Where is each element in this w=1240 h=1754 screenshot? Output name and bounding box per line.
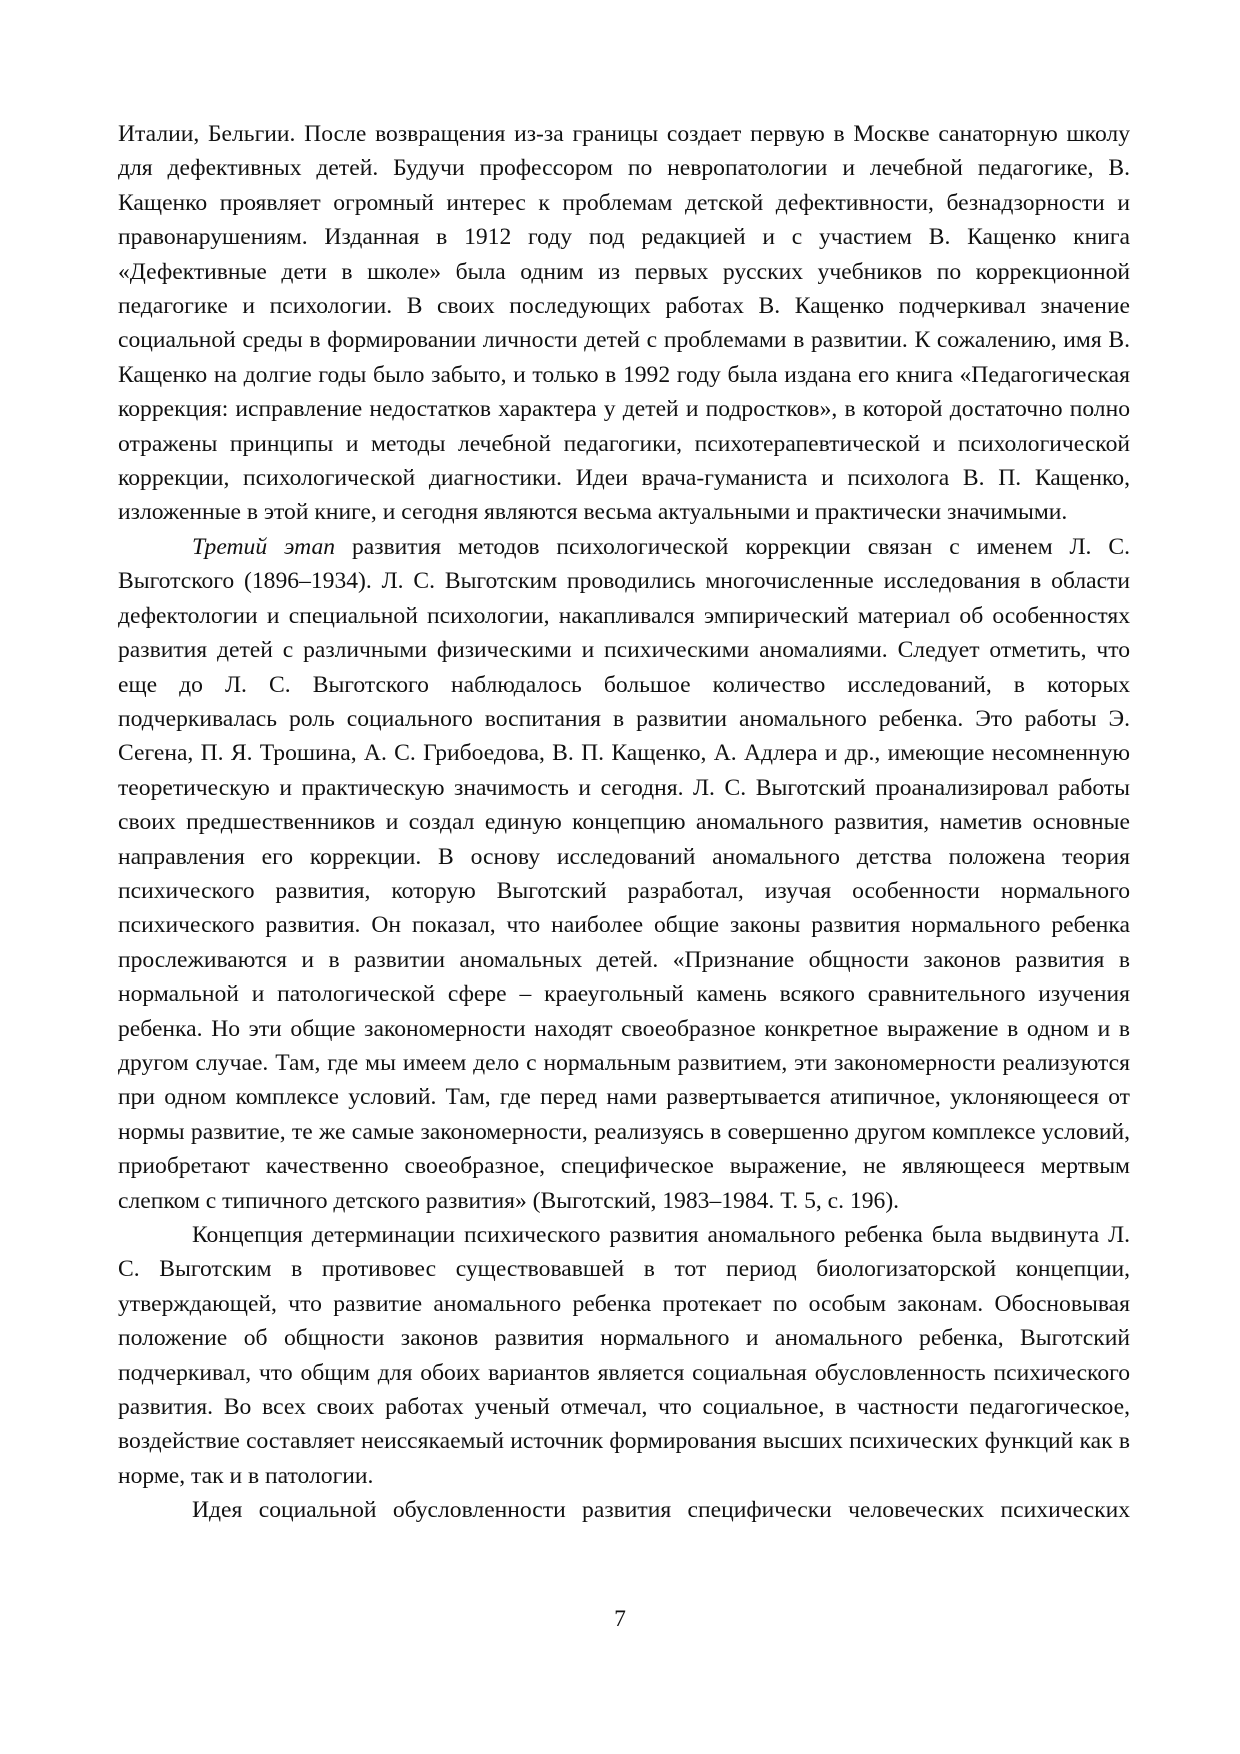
paragraph-1: Италии, Бельгии. После возвращения из-за границы создает первую в Москве санаторную школу для дефективных детей. Будучи профессором по невропатологии и лечебной педагогике, В. Кащенко проявляет огромный интерес к проблемам детской дефективности, безнадзорности и правонарушениям. Изданная в 1912 году под редакцией и с участием В. Кащенко книга «Дефективные дети в школе» была одним из первых русских учебников по коррекционной педагогике и психологии. В своих последующих работах В. Кащенко подчеркивал значение социальной среды в формировании личности детей с проблемами в развитии. К сожалению, имя В. Кащенко на долгие годы было забыто, и только в 1992 году была издана его книга «Педагогическая коррекция: исправление недостатков характера у детей и подростков», в которой достаточно полно отражены принципы и методы лечебной педагогики, психотерапевтической и психологической коррекции, психологической диагностики. Идеи врача-гуманиста и психолога В. П. Кащенко, изложенные в этой книге, и сегодня являются весьма актуальными и практически значимыми. [118, 121, 1130, 526]
paragraph-2-text: развития методов психологической коррекции связан с именем Л. С. Выготского (1896–1934). Л. С. Выготским проводились многочисленные исследования в области дефектологии и специальной психологии, накапливался эмпирический материал об особенностях развития детей с различными физическими и психическими аномалиями. Следует отметить, что еще до Л. С. Выготского наблюдалось большое количество исследований, в которых подчеркивалась роль социального воспитания в развитии аномального ребенка. Это работы Э. Сегена, П. Я. Трошина, А. С. Грибоедова, В. П. Кащенко, А. Адлера и др., имеющие несомненную теоретическую и практическую значимость и сегодня. Л. С. Выготский проанализировал работы своих предшественников и создал единую концепцию аномального развития, наметив основные направления его коррекции. В основу исследований аномального детства положена теория психического развития, которую Выготский разработал, изучая особенности нормального психического развития. Он показал, что наиболее общие законы развития нормального ребенка прослеживаются и в развитии аномальных детей. «Признание общности законов развития в нормальной и патологической сфере – краеугольный камень всякого сравнительного изучения ребенка. Но эти общие закономерности находят своеобразное конкретное выражение в одном и в другом случае. Там, где мы имеем дело с нормальным развитием, эти закономерности реализуются при одном комплексе условий. Там, где перед нами развертывается атипичное, уклоняющееся от нормы развитие, те же самые закономерности, реализуясь в совершенно другом комплексе условий, приобретают качественно своеобразное, специфическое выражение, не являющееся мертвым слепком с типичного детского развития» (Выготский, 1983–1984. Т. 5, с. 196). [118, 533, 1130, 1214]
paragraph-2 [118, 530, 1130, 1218]
body-text [118, 117, 1130, 1528]
paragraph-3: Концепция детерминации психического развития аномального ребенка была выдвинута Л. С. Выготским в противовес существовавшей в тот период биологизаторской концепции, утверждающей, что развитие аномального ребенка протекает по особым законам. Обосновывая положение об общности законов развития нормального и аномального ребенка, Выготский подчеркивал, что общим для обоих вариантов является социальная обусловленность психического развития. Во всех своих работах ученый отмечал, что социальное, в частности педагогическое, воздействие составляет неиссякаемый источник формирования высших психических функций как в норме, так и в патологии. [118, 1222, 1130, 1489]
paragraph-2-italic-lead: Третий этап [192, 533, 336, 560]
page-number: 7 [614, 1606, 626, 1632]
paragraph-4: Идея социальной обусловленности развития специфически человеческих психических [192, 1497, 1130, 1524]
